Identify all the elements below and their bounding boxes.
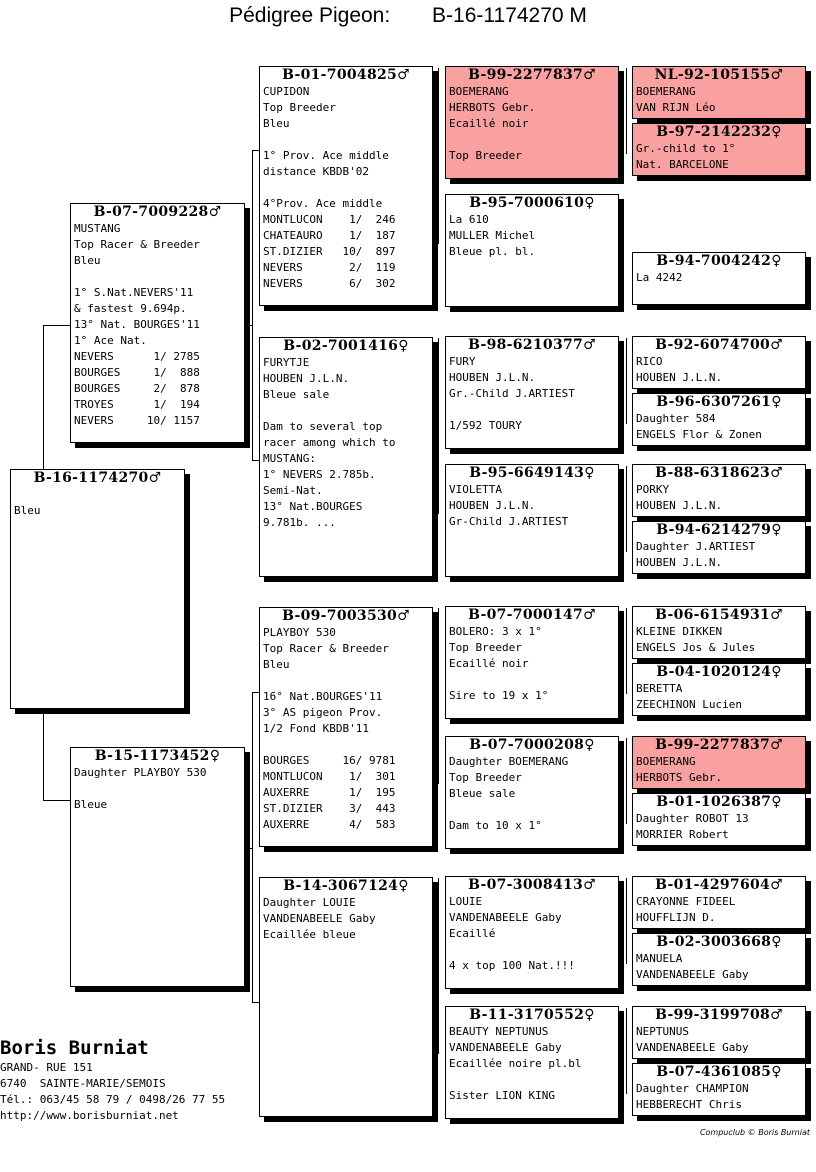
ring-number: B-07-4361085♀ bbox=[656, 1064, 782, 1080]
ring-number: B-94-6214279♀ bbox=[656, 522, 782, 538]
pigeon-details: KLEINE DIKKEN ENGELS Jos & Jules bbox=[636, 625, 756, 654]
connector bbox=[626, 738, 627, 824]
ring-number: B-01-1026387♀ bbox=[656, 794, 782, 810]
breeder-contact bbox=[0, 1036, 225, 1124]
pigeon-details: Daughter ROBOT 13 MORRIER Robert bbox=[636, 812, 749, 841]
pigeon-details: Daughter CHAMPION HEBBERECHT Chris bbox=[636, 1082, 749, 1111]
pedigree-box-g12 bbox=[632, 793, 806, 846]
pigeon-details: MUSTANG Top Racer & Breeder Bleu 1° S.Nat.NEVERS'11 & fastest 9.694p. 13° Nat. BOURGES'11 1° Ace Nat. NEVERS 1/ 2785 BOURGES 1/ 888 BOURGES 2/ 878 TROYES 1/ 194 NEVERS 10/ 1157 bbox=[74, 222, 200, 427]
connector bbox=[626, 608, 627, 694]
connector bbox=[43, 325, 70, 326]
breeder-address: GRAND- RUE 151 bbox=[0, 1061, 93, 1074]
pedigree-box-g8 bbox=[632, 521, 806, 574]
pigeon-details: BOEMERANG VAN RIJN Léo bbox=[636, 85, 716, 114]
pedigree-box-g10 bbox=[632, 663, 806, 716]
connector bbox=[626, 68, 627, 154]
pedigree-box-dss bbox=[445, 606, 619, 719]
ring-number: B-01-7004825♂ bbox=[282, 67, 410, 83]
pigeon-details: CRAYONNE FIDEEL HOUFFLIJN D. bbox=[636, 895, 736, 924]
pigeon-details: Daughter 584 ENGELS Flor & Zonen bbox=[636, 412, 762, 441]
pigeon-details: La 610 MULLER Michel Bleue pl. bl. bbox=[449, 213, 536, 258]
connector bbox=[252, 150, 259, 151]
breeder-website[interactable]: http://www.borisburniat.net bbox=[0, 1109, 179, 1122]
pedigree-box-sss bbox=[445, 66, 619, 179]
ring-number: B-98-6210377♂ bbox=[468, 337, 596, 353]
ring-number: B-16-1174270♂ bbox=[33, 470, 162, 486]
connector bbox=[43, 707, 44, 800]
software-credit: Compuclub © Boris Burniat bbox=[699, 1128, 810, 1137]
title-ring: B-16-1174270 M bbox=[432, 4, 587, 27]
pigeon-details: Daughter LOUIE VANDENABEELE Gaby Ecaillée bleue bbox=[263, 896, 376, 941]
ring-number: B-07-7009228♂ bbox=[93, 204, 222, 220]
pedigree-box-g2 bbox=[632, 123, 806, 176]
connector bbox=[252, 460, 259, 461]
page-title bbox=[0, 4, 816, 28]
ring-number: B-02-7001416♀ bbox=[283, 338, 409, 354]
ring-number: B-94-7004242♀ bbox=[656, 253, 782, 269]
connector bbox=[252, 1002, 259, 1003]
pigeon-details: CUPIDON Top Breeder Bleu 1° Prov. Ace middle distance KBDB'02 4°Prov. Ace middle MONTLUCON 1/ 246 CHATEAURO 1/ 187 ST.DIZIER 10/ 897 NEVERS 2/ 119 NEVERS 6/ 302 bbox=[263, 85, 396, 290]
pedigree-box-g11 bbox=[632, 736, 806, 789]
pedigree-box-g1 bbox=[632, 66, 806, 119]
pigeon-details: NEPTUNUS VANDENABEELE Gaby bbox=[636, 1025, 749, 1054]
ring-number: B-97-2142232♀ bbox=[656, 124, 782, 140]
pigeon-details: Daughter J.ARTIEST HOUBEN J.L.N. bbox=[636, 540, 756, 569]
ring-number: B-92-6074700♂ bbox=[655, 337, 783, 353]
ring-number: B-07-3008413♂ bbox=[468, 877, 596, 893]
pedigree-box-subject bbox=[10, 469, 185, 709]
connector bbox=[438, 878, 439, 1054]
connector bbox=[43, 800, 70, 801]
pedigree-box-dds bbox=[445, 876, 619, 989]
pedigree-box-g13 bbox=[632, 876, 806, 929]
pedigree-box-dam bbox=[70, 747, 245, 987]
breeder-city: 6740 SAINTE-MARIE/SEMOIS bbox=[0, 1077, 166, 1090]
ring-number: B-95-6649143♀ bbox=[469, 465, 595, 481]
pigeon-details: Bleu bbox=[14, 504, 41, 517]
connector bbox=[245, 848, 253, 849]
connector bbox=[438, 608, 439, 784]
pigeon-details: FURY HOUBEN J.L.N. Gr.-Child J.ARTIEST 1/592 TOURY bbox=[449, 355, 575, 432]
pedigree-box-sire bbox=[70, 203, 245, 443]
pedigree-box-sire-dam bbox=[259, 337, 433, 577]
connector bbox=[626, 466, 627, 552]
pedigree-box-dam-dam bbox=[259, 877, 433, 1117]
connector bbox=[626, 338, 627, 424]
ring-number: B-06-6154931♂ bbox=[655, 607, 783, 623]
ring-number: B-96-6307261♀ bbox=[656, 394, 782, 410]
pigeon-details: PLAYBOY 530 Top Racer & Breeder Bleu 16° Nat.BOURGES'11 3° AS pigeon Prov. 1/2 Fond KBDB'11 BOURGES 16/ 9781 MONTLUCON 1/ 301 AUXERRE 1/ 195 ST.DIZIER 3/ 443 AUXERRE 4/ 583 bbox=[263, 626, 396, 831]
ring-number: B-09-7003530♂ bbox=[282, 608, 410, 624]
pedigree-box-g5 bbox=[632, 336, 806, 389]
ring-number: B-95-7000610♀ bbox=[469, 195, 595, 211]
pedigree-box-ddd bbox=[445, 1006, 619, 1119]
pedigree-box-sdd bbox=[445, 464, 619, 577]
connector bbox=[438, 338, 439, 514]
ring-number: B-11-3170552♀ bbox=[469, 1007, 595, 1023]
connector bbox=[43, 325, 44, 471]
pigeon-details: RICO HOUBEN J.L.N. bbox=[636, 355, 723, 384]
connector bbox=[438, 68, 439, 244]
connector bbox=[245, 325, 253, 326]
pigeon-details: VIOLETTA HOUBEN J.L.N. Gr-Child J.ARTIEST bbox=[449, 483, 569, 528]
pigeon-details: FURYTJE HOUBEN J.L.N. Bleue sale Dam to several top racer among which to MUSTANG: 1° NEVERS 2.785b. Semi-Nat. 13° Nat.BOURGES 9.781b. ... bbox=[263, 356, 396, 529]
pigeon-details: BERETTA ZEECHINON Lucien bbox=[636, 682, 742, 711]
pedigree-box-sds bbox=[445, 336, 619, 449]
pedigree-box-g14 bbox=[632, 933, 806, 986]
ring-number: B-01-4297604♂ bbox=[655, 877, 783, 893]
pigeon-details: MANUELA VANDENABEELE Gaby bbox=[636, 952, 749, 981]
breeder-name: Boris Burniat bbox=[0, 1037, 149, 1059]
ring-number: B-02-3003668♀ bbox=[656, 934, 782, 950]
ring-number: B-99-3199708♂ bbox=[655, 1007, 783, 1023]
pedigree-box-g4 bbox=[632, 252, 806, 305]
pigeon-details: PORKY HOUBEN J.L.N. bbox=[636, 483, 723, 512]
pedigree-box-g6 bbox=[632, 393, 806, 446]
connector bbox=[626, 1008, 627, 1094]
breeder-phone: Tél.: 063/45 58 79 / 0498/26 77 55 bbox=[0, 1093, 226, 1106]
pedigree-box-dsd bbox=[445, 736, 619, 849]
pedigree-box-g16 bbox=[632, 1063, 806, 1116]
pedigree-box-g7 bbox=[632, 464, 806, 517]
pigeon-details: Daughter BOEMERANG Top Breeder Bleue sale Dam to 10 x 1° bbox=[449, 755, 569, 832]
pedigree-box-dam-sire bbox=[259, 607, 433, 847]
pedigree-box-g9 bbox=[632, 606, 806, 659]
pigeon-details: LOUIE VANDENABEELE Gaby Ecaillé 4 x top 100 Nat.!!! bbox=[449, 895, 575, 972]
pedigree-box-ssd bbox=[445, 194, 619, 307]
pedigree-box-g15 bbox=[632, 1006, 806, 1059]
ring-number: B-07-7000147♂ bbox=[468, 607, 596, 623]
title-label: Pédigree Pigeon: bbox=[229, 4, 391, 27]
ring-number: NL-92-105155♂ bbox=[654, 67, 784, 83]
ring-number: B-15-1173452♀ bbox=[94, 748, 221, 764]
ring-number: B-99-2277837♂ bbox=[468, 67, 596, 83]
pigeon-details: Daughter PLAYBOY 530 Bleue bbox=[74, 766, 207, 811]
pigeon-details: BEAUTY NEPTUNUS VANDENABEELE Gaby Ecaillée noire pl.bl Sister LION KING bbox=[449, 1025, 582, 1102]
pigeon-details: BOEMERANG HERBOTS Gebr. bbox=[636, 755, 723, 784]
ring-number: B-99-2277837♂ bbox=[655, 737, 783, 753]
ring-number: B-07-7000208♀ bbox=[469, 737, 595, 753]
ring-number: B-04-1020124♀ bbox=[656, 664, 782, 680]
pigeon-details: BOEMERANG HERBOTS Gebr. Ecaillé noir Top Breeder bbox=[449, 85, 536, 162]
pedigree-box-sire-sire bbox=[259, 66, 433, 306]
pigeon-details: Gr.-child to 1° Nat. BARCELONE bbox=[636, 142, 736, 171]
ring-number: B-88-6318623♂ bbox=[655, 465, 783, 481]
connector bbox=[252, 692, 259, 693]
ring-number: B-14-3067124♀ bbox=[283, 878, 409, 894]
pigeon-details: BOLERO: 3 x 1° Top Breeder Ecaillé noir Sire to 19 x 1° bbox=[449, 625, 549, 702]
connector bbox=[252, 692, 253, 1002]
connector bbox=[626, 878, 627, 964]
pigeon-details: La 4242 bbox=[636, 271, 683, 284]
connector bbox=[252, 150, 253, 460]
